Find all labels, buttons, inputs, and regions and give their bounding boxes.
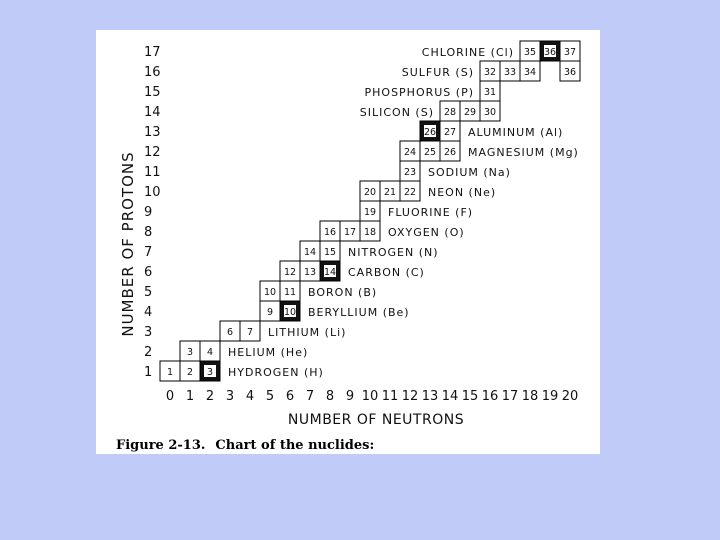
proton-tick-14: 14 xyxy=(144,105,161,120)
nuclide-cell xyxy=(440,121,460,141)
nuclide-cell xyxy=(360,221,380,241)
nuclide-cell xyxy=(180,361,200,381)
nuclide-cell xyxy=(260,301,280,321)
mass-number: 26 xyxy=(443,147,457,158)
nuclide-cell xyxy=(360,181,380,201)
neutron-tick-14: 14 xyxy=(441,389,459,404)
nuclide-cell xyxy=(480,81,500,101)
proton-number-ticks xyxy=(144,45,161,380)
neutron-tick-10: 10 xyxy=(361,389,379,404)
mass-number: 15 xyxy=(323,247,337,258)
proton-tick-8: 8 xyxy=(144,225,153,240)
nuclide-cell xyxy=(560,61,580,81)
element-label: HYDROGEN (H) xyxy=(228,366,324,379)
mass-number: 37 xyxy=(563,47,577,58)
nuclide-cell xyxy=(320,221,340,241)
proton-tick-13: 13 xyxy=(144,125,161,140)
nuclide-cell xyxy=(240,321,260,341)
mass-number: 31 xyxy=(483,87,497,98)
mass-number: 14 xyxy=(323,267,337,278)
element-label: ALUMINUM (Al) xyxy=(468,126,564,139)
neutron-tick-12: 12 xyxy=(401,389,419,404)
element-label: SODIUM (Na) xyxy=(428,166,511,179)
element-label: NITROGEN (N) xyxy=(348,246,439,259)
element-label: PHOSPHORUS (P) xyxy=(364,86,474,99)
mass-number: 10 xyxy=(283,307,297,318)
mass-number: 30 xyxy=(483,107,497,118)
neutron-number-ticks xyxy=(166,389,578,404)
neutron-tick-5: 5 xyxy=(265,389,275,404)
mass-number: 1 xyxy=(166,367,174,378)
figure-number: Figure 2-13. xyxy=(116,438,206,453)
nuclide-cell xyxy=(220,321,240,341)
nuclide-cell xyxy=(440,101,460,121)
element-label: LITHIUM (Li) xyxy=(268,326,347,339)
mass-number: 34 xyxy=(523,67,537,78)
mass-number: 19 xyxy=(363,207,377,218)
mass-number: 10 xyxy=(263,287,277,298)
element-label: SILICON (S) xyxy=(359,106,434,119)
nuclide-cell xyxy=(540,41,560,61)
nuclide-cell xyxy=(320,241,340,261)
element-label: CHLORINE (Cl) xyxy=(421,46,514,59)
nuclide-cell xyxy=(380,181,400,201)
mass-number: 6 xyxy=(226,327,234,338)
nuclide-chart-figure xyxy=(96,30,600,454)
nuclide-cell xyxy=(560,41,580,61)
element-label: CARBON (C) xyxy=(348,266,425,279)
proton-tick-4: 4 xyxy=(144,305,153,320)
mass-number: 24 xyxy=(403,147,417,158)
mass-number: 16 xyxy=(323,227,337,238)
mass-number: 18 xyxy=(363,227,377,238)
nuclide-cell xyxy=(440,141,460,161)
neutron-tick-1: 1 xyxy=(185,389,195,404)
neutron-tick-13: 13 xyxy=(421,389,439,404)
mass-number: 28 xyxy=(443,107,457,118)
proton-tick-2: 2 xyxy=(144,345,153,360)
nuclide-cell xyxy=(340,221,360,241)
mass-number: 36 xyxy=(543,47,557,58)
mass-number: 13 xyxy=(303,267,317,278)
neutron-tick-17: 17 xyxy=(501,389,519,404)
nuclide-cell xyxy=(480,101,500,121)
nuclide-cell xyxy=(400,181,420,201)
element-label: BERYLLIUM (Be) xyxy=(308,306,410,319)
mass-number: 32 xyxy=(483,67,497,78)
neutron-tick-15: 15 xyxy=(461,389,479,404)
neutron-tick-2: 2 xyxy=(205,389,215,404)
nuclide-chart xyxy=(96,30,600,430)
element-labels xyxy=(228,46,579,379)
nuclide-cell xyxy=(400,141,420,161)
mass-number: 21 xyxy=(383,187,397,198)
proton-tick-1: 1 xyxy=(144,365,153,380)
proton-tick-9: 9 xyxy=(144,205,153,220)
mass-number: 4 xyxy=(206,347,214,358)
nuclide-cell xyxy=(480,61,500,81)
nuclide-cell xyxy=(460,101,480,121)
neutron-tick-16: 16 xyxy=(481,389,499,404)
mass-number: 14 xyxy=(303,247,317,258)
neutron-tick-3: 3 xyxy=(225,389,235,404)
mass-number: 29 xyxy=(463,107,477,118)
nuclide-cell xyxy=(420,121,440,141)
mass-number: 35 xyxy=(523,47,537,58)
mass-number: 9 xyxy=(266,307,274,318)
nuclide-cell xyxy=(420,141,440,161)
neutron-tick-4: 4 xyxy=(245,389,255,404)
mass-number: 25 xyxy=(423,147,437,158)
nuclide-cell xyxy=(260,281,280,301)
proton-tick-7: 7 xyxy=(144,245,153,260)
mass-number: 3 xyxy=(206,367,214,378)
mass-number: 2 xyxy=(186,367,194,378)
nuclide-cell xyxy=(280,301,300,321)
neutron-tick-0: 0 xyxy=(165,389,175,404)
mass-number: 11 xyxy=(283,287,297,298)
nuclide-cell xyxy=(320,261,340,281)
neutron-tick-20: 20 xyxy=(561,389,579,404)
element-label: HELIUM (He) xyxy=(228,346,309,359)
figure-caption xyxy=(116,438,374,453)
nuclide-cell xyxy=(520,61,540,81)
proton-tick-17: 17 xyxy=(144,45,161,60)
proton-tick-16: 16 xyxy=(144,65,161,80)
x-axis-title: NUMBER OF NEUTRONS xyxy=(287,412,465,428)
nuclide-cell xyxy=(180,341,200,361)
figure-title: Chart of the nuclides: xyxy=(215,438,375,453)
neutron-tick-8: 8 xyxy=(325,389,335,404)
proton-tick-5: 5 xyxy=(144,285,153,300)
nuclide-cell xyxy=(400,161,420,181)
mass-number: 20 xyxy=(363,187,377,198)
mass-number: 33 xyxy=(503,67,517,78)
nuclide-cell xyxy=(160,361,180,381)
mass-number: 22 xyxy=(403,187,417,198)
neutron-tick-6: 6 xyxy=(285,389,295,404)
nuclide-cell xyxy=(200,341,220,361)
nuclide-cell xyxy=(360,201,380,221)
mass-number: 17 xyxy=(343,227,357,238)
mass-number: 23 xyxy=(403,167,417,178)
proton-tick-3: 3 xyxy=(144,325,153,340)
mass-number: 26 xyxy=(423,127,437,138)
mass-number: 36 xyxy=(563,67,577,78)
mass-number: 12 xyxy=(283,267,297,278)
nuclide-cell xyxy=(300,261,320,281)
neutron-tick-18: 18 xyxy=(521,389,539,404)
neutron-tick-19: 19 xyxy=(541,389,559,404)
nuclide-cell xyxy=(280,281,300,301)
y-axis-title: NUMBER OF PROTONS xyxy=(119,151,137,337)
neutron-tick-9: 9 xyxy=(345,389,355,404)
element-label: MAGNESIUM (Mg) xyxy=(468,146,579,159)
proton-tick-12: 12 xyxy=(144,145,161,160)
element-label: SULFUR (S) xyxy=(401,66,474,79)
proton-tick-15: 15 xyxy=(144,85,161,100)
nuclide-cell xyxy=(500,61,520,81)
proton-tick-10: 10 xyxy=(144,185,161,200)
nuclide-cell xyxy=(280,261,300,281)
neutron-tick-7: 7 xyxy=(305,389,315,404)
mass-number: 7 xyxy=(246,327,254,338)
nuclide-cell xyxy=(300,241,320,261)
nuclide-cell xyxy=(200,361,220,381)
element-label: OXYGEN (O) xyxy=(388,226,465,239)
neutron-tick-11: 11 xyxy=(381,389,399,404)
mass-number: 3 xyxy=(186,347,194,358)
proton-tick-6: 6 xyxy=(144,265,153,280)
element-label: FLUORINE (F) xyxy=(388,206,474,219)
element-label: NEON (Ne) xyxy=(428,186,497,199)
element-label: BORON (B) xyxy=(308,286,378,299)
mass-number: 27 xyxy=(443,127,457,138)
proton-tick-11: 11 xyxy=(144,165,161,180)
nuclide-cell xyxy=(520,41,540,61)
